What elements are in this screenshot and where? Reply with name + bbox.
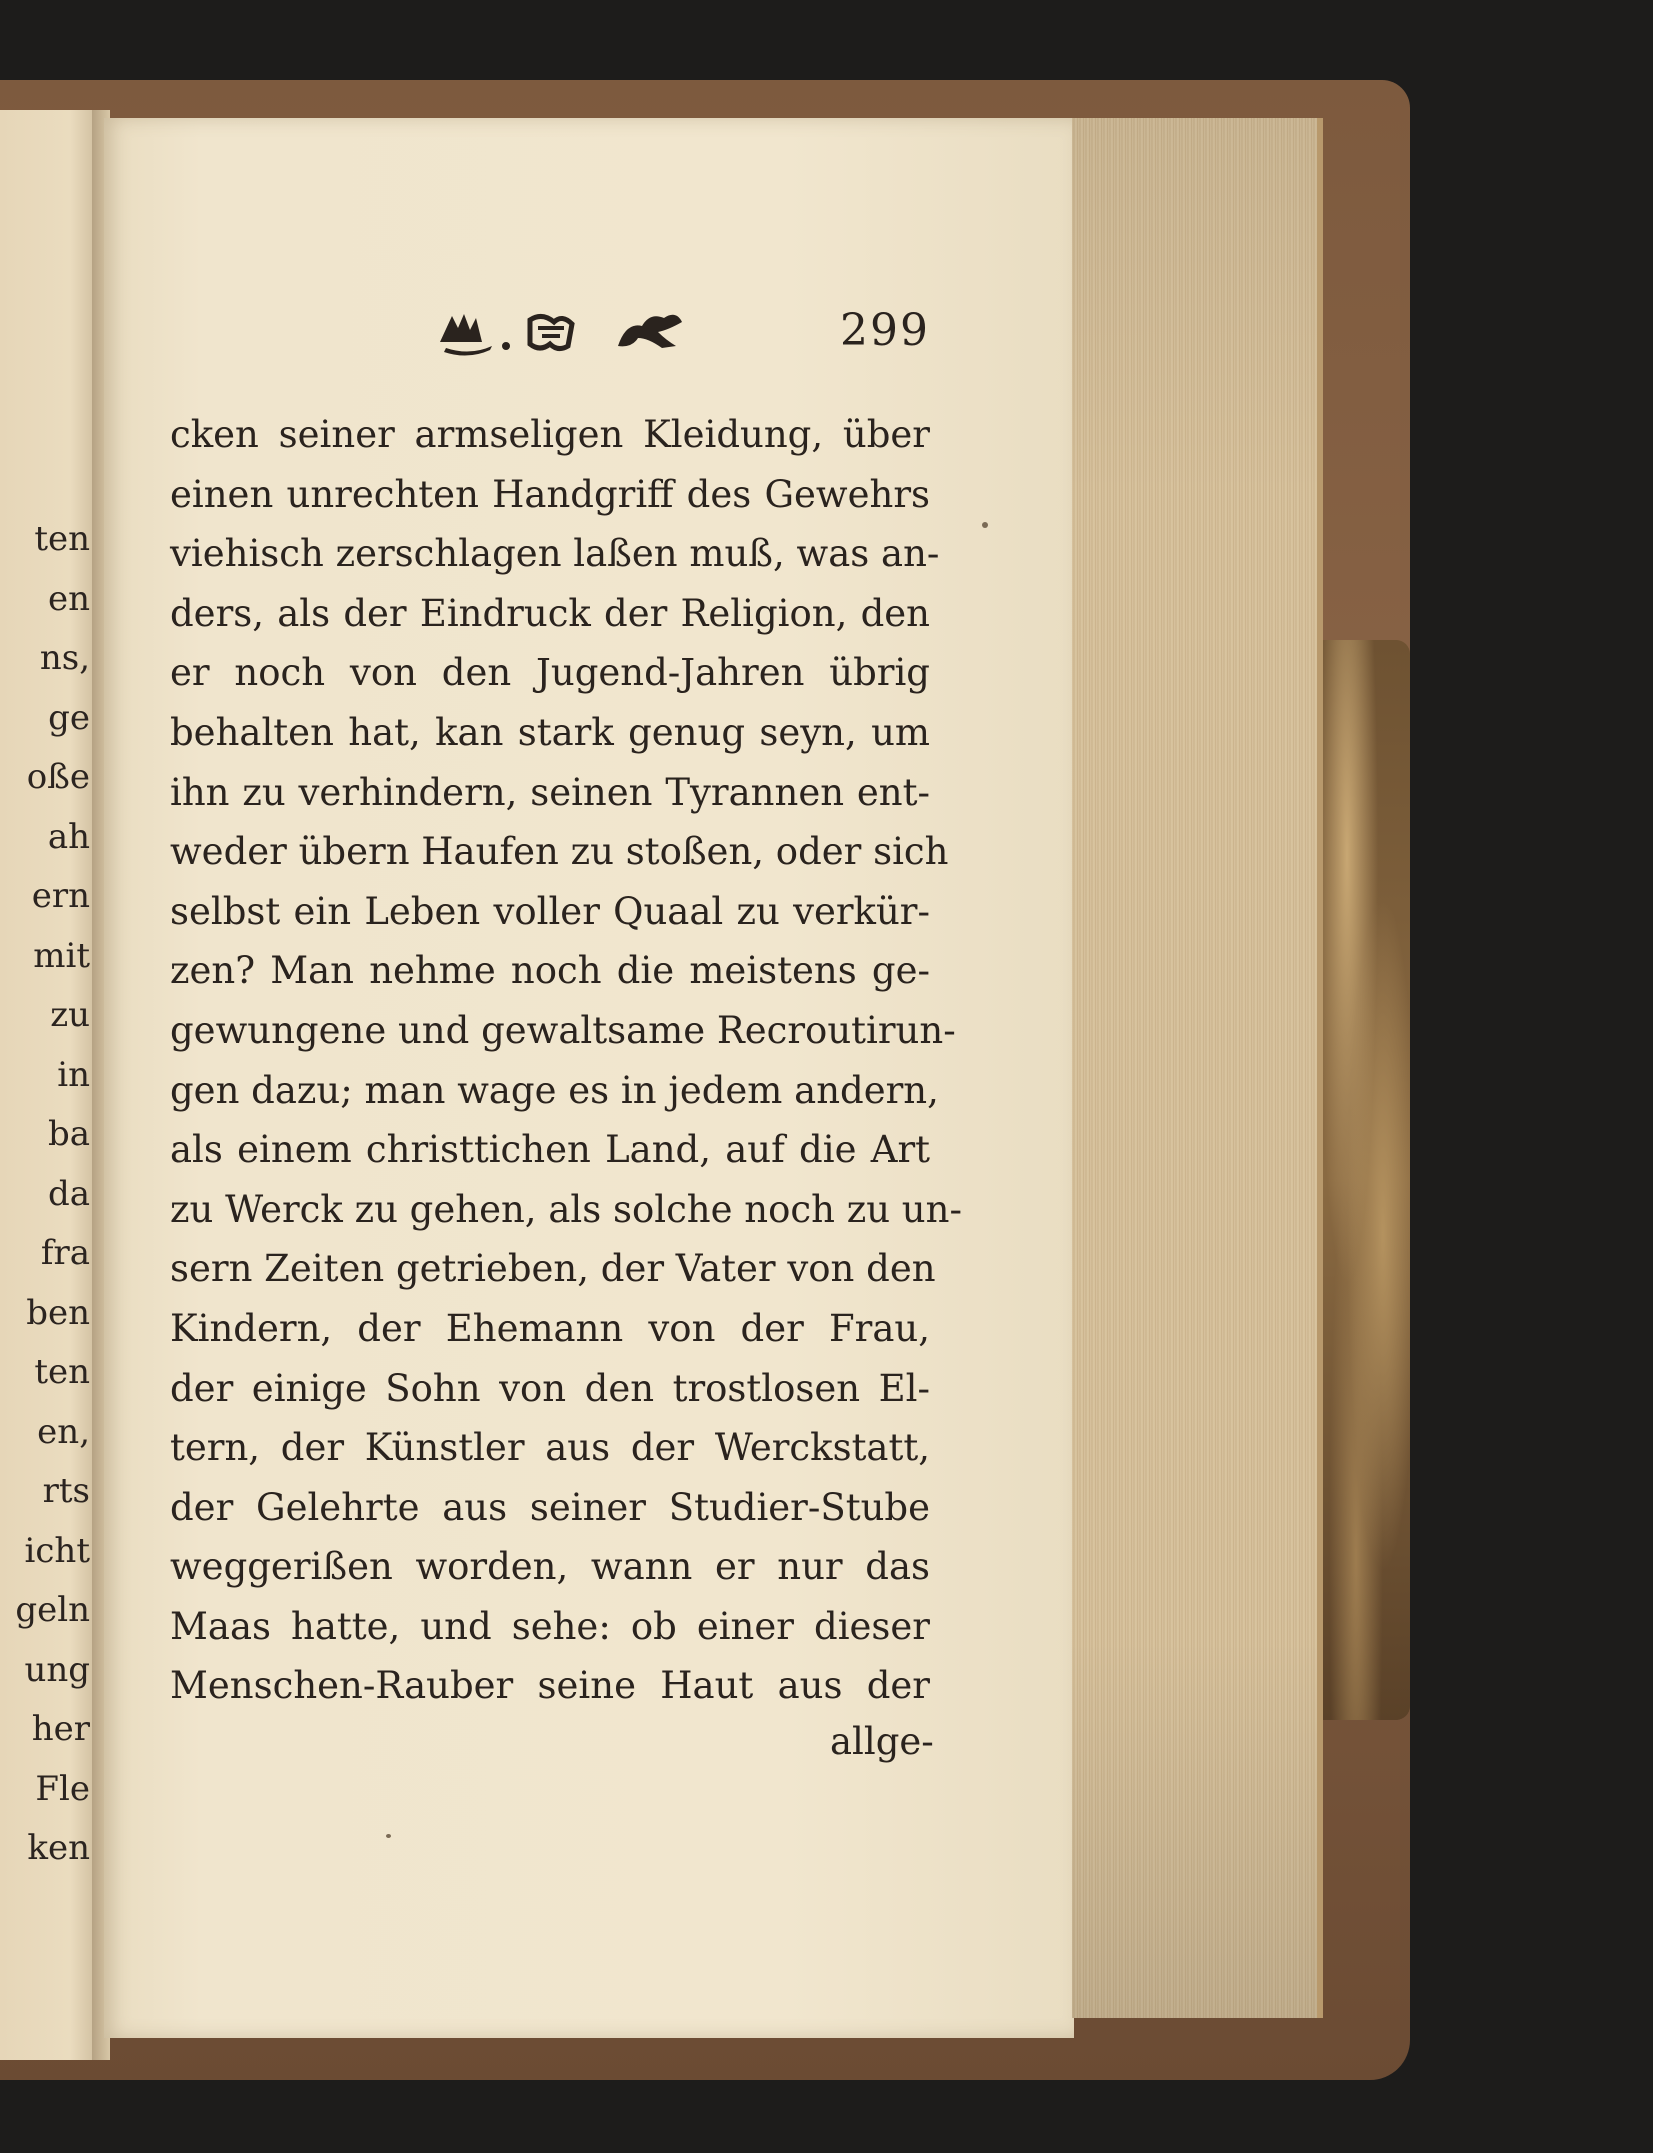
left-page-fragment: da	[47, 1173, 90, 1214]
left-page-fragment: Fle	[35, 1768, 90, 1809]
text-line: behalten hat, kan stark genug seyn, um	[170, 710, 930, 754]
left-page-fragment: ben	[26, 1292, 90, 1333]
left-page-fragment: ah	[47, 816, 90, 857]
text-line: der Gelehrte aus seiner Studier-Stube	[170, 1485, 930, 1529]
left-page-fragment: ba	[47, 1114, 90, 1154]
text-line: er noch von den Jugend-Jahren übrig	[170, 651, 930, 695]
catchword: allge-	[830, 1720, 934, 1763]
text-line: sern Zeiten getrieben, der Vater von den	[170, 1247, 936, 1291]
left-page-fragment: en	[47, 578, 90, 619]
marbled-cover-edge	[1320, 640, 1410, 1720]
left-page-fragment: her	[31, 1709, 90, 1749]
text-line: einen unrechten Handgriff des Gewehrs	[170, 472, 930, 516]
text-line: Menschen-Rauber seine Haut aus der	[170, 1664, 930, 1708]
left-page-fragment: rts	[42, 1471, 90, 1511]
text-line: cken seiner armseligen Kleidung, über	[170, 413, 930, 456]
page-body-text	[170, 405, 962, 1716]
text-line: weder übern Haufen zu stoßen, oder sich	[170, 830, 949, 874]
text-line: zen? Man nehme noch die meistens ge-	[170, 949, 930, 993]
left-page-fragment: fra	[40, 1233, 90, 1273]
text-line: der einige Sohn von den trostlosen El-	[170, 1366, 930, 1410]
left-page-fragment: zu	[50, 995, 90, 1035]
left-page-fragment: ken	[27, 1828, 90, 1868]
paper-spot	[386, 1834, 391, 1838]
text-line: Maas hatte, und sehe: ob einer dieser	[170, 1604, 930, 1648]
left-page-fragment: geln	[15, 1590, 90, 1630]
text-line: gewungene und gewaltsame Recroutirun-	[170, 1008, 956, 1052]
left-page-fragment: in	[57, 1054, 90, 1095]
page-number: 299	[840, 305, 930, 356]
left-page-fragment: en,	[37, 1411, 90, 1452]
left-page-fragment: ten	[34, 519, 90, 559]
left-page-fragment: ten	[34, 1352, 90, 1392]
text-line: viehisch zerschlagen laßen muß, was an-	[170, 532, 940, 576]
left-page-fragment: ge	[48, 697, 90, 738]
left-page-fragment: mit	[33, 935, 90, 976]
left-page-fragment: ung	[24, 1649, 90, 1690]
text-line: ders, als der Eindruck der Religion, den	[170, 591, 930, 635]
text-line: zu Werck zu gehen, als solche noch zu un-	[170, 1187, 962, 1231]
text-line: als einem christtichen Land, auf die Art	[170, 1128, 930, 1172]
left-page-fragment: oße	[26, 757, 90, 797]
left-page-fragment: ns,	[39, 638, 90, 678]
left-page	[0, 110, 100, 2060]
left-page-fragment: icht	[24, 1530, 90, 1571]
text-line: selbst ein Leben voller Quaal zu verkür-	[170, 889, 930, 933]
left-page-text-fragments	[0, 510, 96, 1879]
text-line: ihn zu verhindern, seinen Tyrannen ent-	[170, 770, 930, 814]
text-line: tern, der Künstler aus der Werckstatt,	[170, 1426, 930, 1470]
text-line: Kindern, der Ehemann von der Frau,	[170, 1306, 930, 1350]
text-line: weggerißen worden, wann er nur das	[170, 1545, 930, 1589]
text-line: gen dazu; man wage es in jedem andern,	[170, 1068, 939, 1112]
header-ornament	[430, 302, 690, 362]
left-page-fragment: ern	[31, 876, 90, 916]
paper-spot	[982, 522, 988, 528]
